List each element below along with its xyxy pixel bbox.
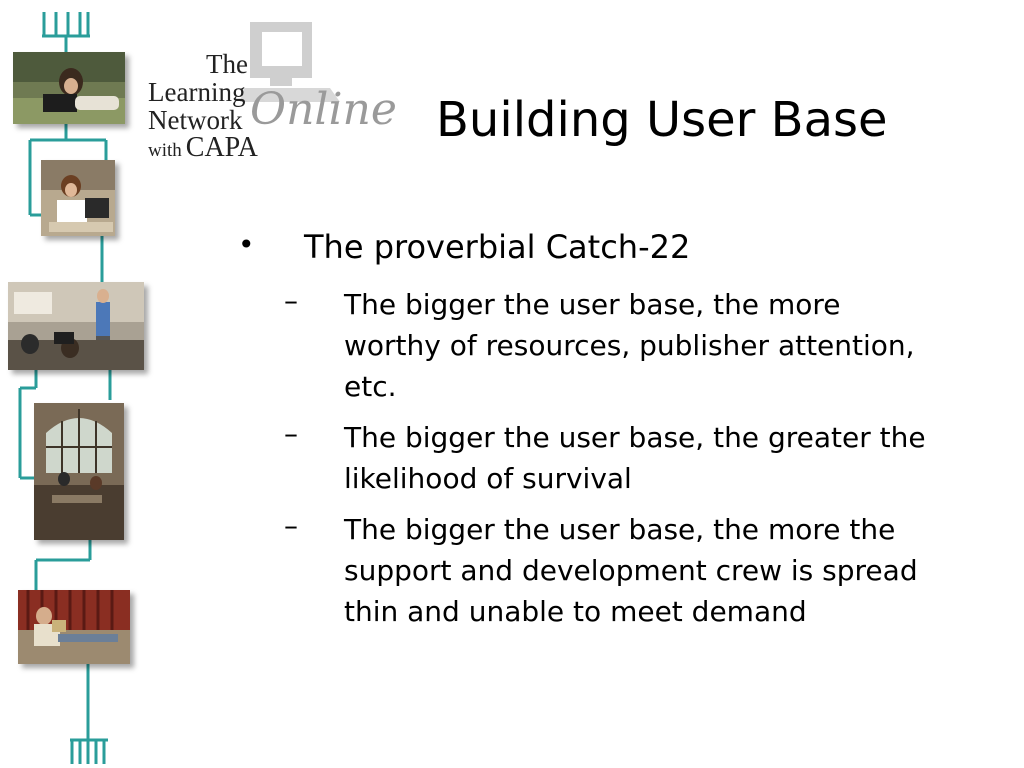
slide-title: Building User Base	[436, 92, 888, 148]
photo-student-reading	[18, 590, 130, 664]
sub-bullet-text: The bigger the user base, the greater the likelihood of survival	[344, 421, 926, 495]
sub-bullet-text: The bigger the user base, the more the support and development crew is spread thin and unable to meet demand	[344, 513, 918, 628]
logo-with: with	[148, 140, 182, 161]
logo-learning-network	[140, 18, 400, 188]
logo-capa: CAPA	[185, 132, 258, 163]
bullet-marker: •	[238, 228, 255, 261]
sub-bullet-item	[232, 417, 952, 499]
sub-bullet-item	[232, 284, 952, 407]
sub-bullet-item	[232, 509, 952, 632]
logo-online-text: Online	[250, 84, 397, 135]
photo-library-hall	[34, 403, 124, 540]
sub-bullet-marker: –	[284, 509, 298, 542]
logo-line-learning: Learning	[148, 77, 246, 107]
bullet-item	[232, 226, 952, 274]
sub-bullet-marker: –	[284, 284, 298, 317]
logo-line-network: Network	[148, 105, 243, 135]
slide-content	[232, 226, 952, 632]
logo-line-with-capa	[148, 134, 258, 166]
photo-student-laptop	[41, 160, 115, 236]
photo-student-lawn	[13, 52, 125, 124]
photo-lecturer-classroom	[8, 282, 144, 370]
sub-bullet-marker: –	[284, 417, 298, 450]
bullet-text: The proverbial Catch-22	[304, 228, 691, 266]
sub-bullet-text: The bigger the user base, the more worthy of resources, publisher attention, etc.	[344, 288, 915, 403]
logo-line-the: The	[206, 49, 248, 79]
logo-wordmark	[148, 50, 258, 166]
